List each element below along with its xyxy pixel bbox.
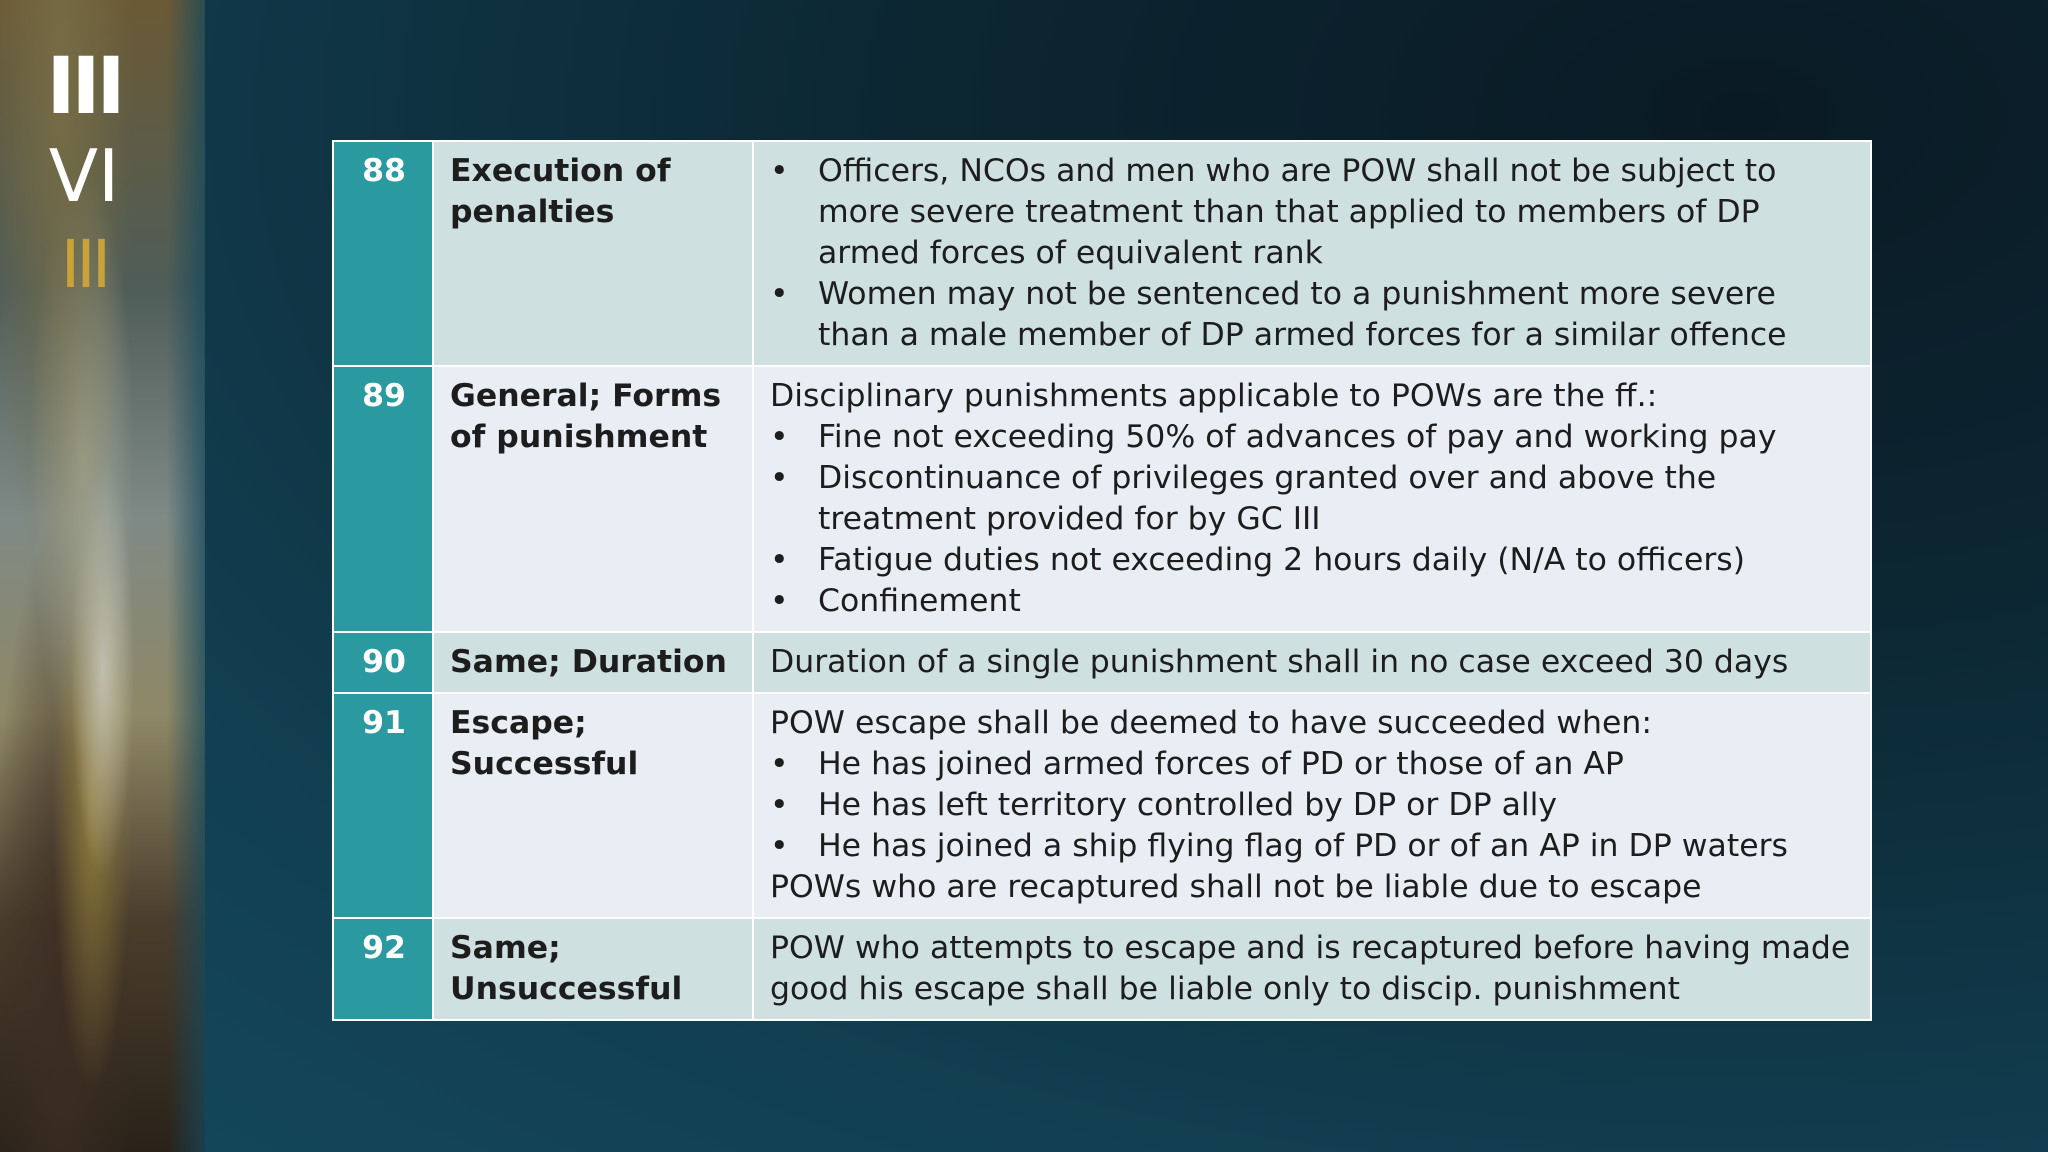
list-item: • Fatigue duties not exceeding 2 hours daily (N/A to officers) (770, 540, 1856, 581)
description-intro: Disciplinary punishments applicable to POWs are the ff.: (770, 378, 1658, 414)
article-description (753, 693, 1871, 918)
article-number: 91 (333, 693, 433, 918)
article-title: Same; Unsuccessful (433, 918, 753, 1020)
bullet-list (770, 151, 1856, 356)
article-description (753, 366, 1871, 632)
article-number: 88 (333, 141, 433, 366)
articles-table (332, 140, 1872, 1021)
description-intro: POW escape shall be deemed to have succeeded when: (770, 705, 1652, 741)
description-intro: Duration of a single punishment shall in no case exceed 30 days (770, 644, 1789, 680)
description-intro: POW who attempts to escape and is recaptured before having made good his escape shall be liable only to discip. punishment (770, 930, 1851, 1007)
bullet-list (770, 744, 1856, 867)
article-number: 90 (333, 632, 433, 693)
article-description (753, 141, 1871, 366)
roman-numeral-middle: VI (48, 134, 120, 218)
side-painting-panel (0, 0, 205, 1152)
list-item: • He has joined armed forces of PD or those of an AP (770, 744, 1856, 785)
table-row (333, 693, 1871, 918)
list-item: • He has joined a ship flying flag of PD or of an AP in DP waters (770, 826, 1856, 867)
article-description (753, 918, 1871, 1020)
list-item: • Women may not be sentenced to a punishment more severe than a male member of DP armed forces for a similar offence (770, 274, 1856, 356)
table-row (333, 141, 1871, 366)
article-number: 92 (333, 918, 433, 1020)
bullet-list (770, 417, 1856, 622)
article-title: Escape; Successful (433, 693, 753, 918)
list-item: • Discontinuance of privileges granted over and above the treatment provided for by GC III (770, 458, 1856, 540)
list-item: • Officers, NCOs and men who are POW shall not be subject to more severe treatment than that applied to members of DP armed forces of equivalent rank (770, 151, 1856, 274)
roman-numeral-top: III (46, 42, 122, 132)
article-title: Same; Duration (433, 632, 753, 693)
table-row (333, 366, 1871, 632)
roman-numeral-bottom: III (60, 226, 108, 303)
list-item: • He has left territory controlled by DP or DP ally (770, 785, 1856, 826)
table-row (333, 632, 1871, 693)
article-title: General; Forms of punishment (433, 366, 753, 632)
article-description (753, 632, 1871, 693)
article-title: Execution of penalties (433, 141, 753, 366)
article-number: 89 (333, 366, 433, 632)
table-row (333, 918, 1871, 1020)
list-item: • Fine not exceeding 50% of advances of pay and working pay (770, 417, 1856, 458)
description-outro: POWs who are recaptured shall not be liable due to escape (770, 869, 1702, 905)
list-item: • Confinement (770, 581, 1856, 622)
